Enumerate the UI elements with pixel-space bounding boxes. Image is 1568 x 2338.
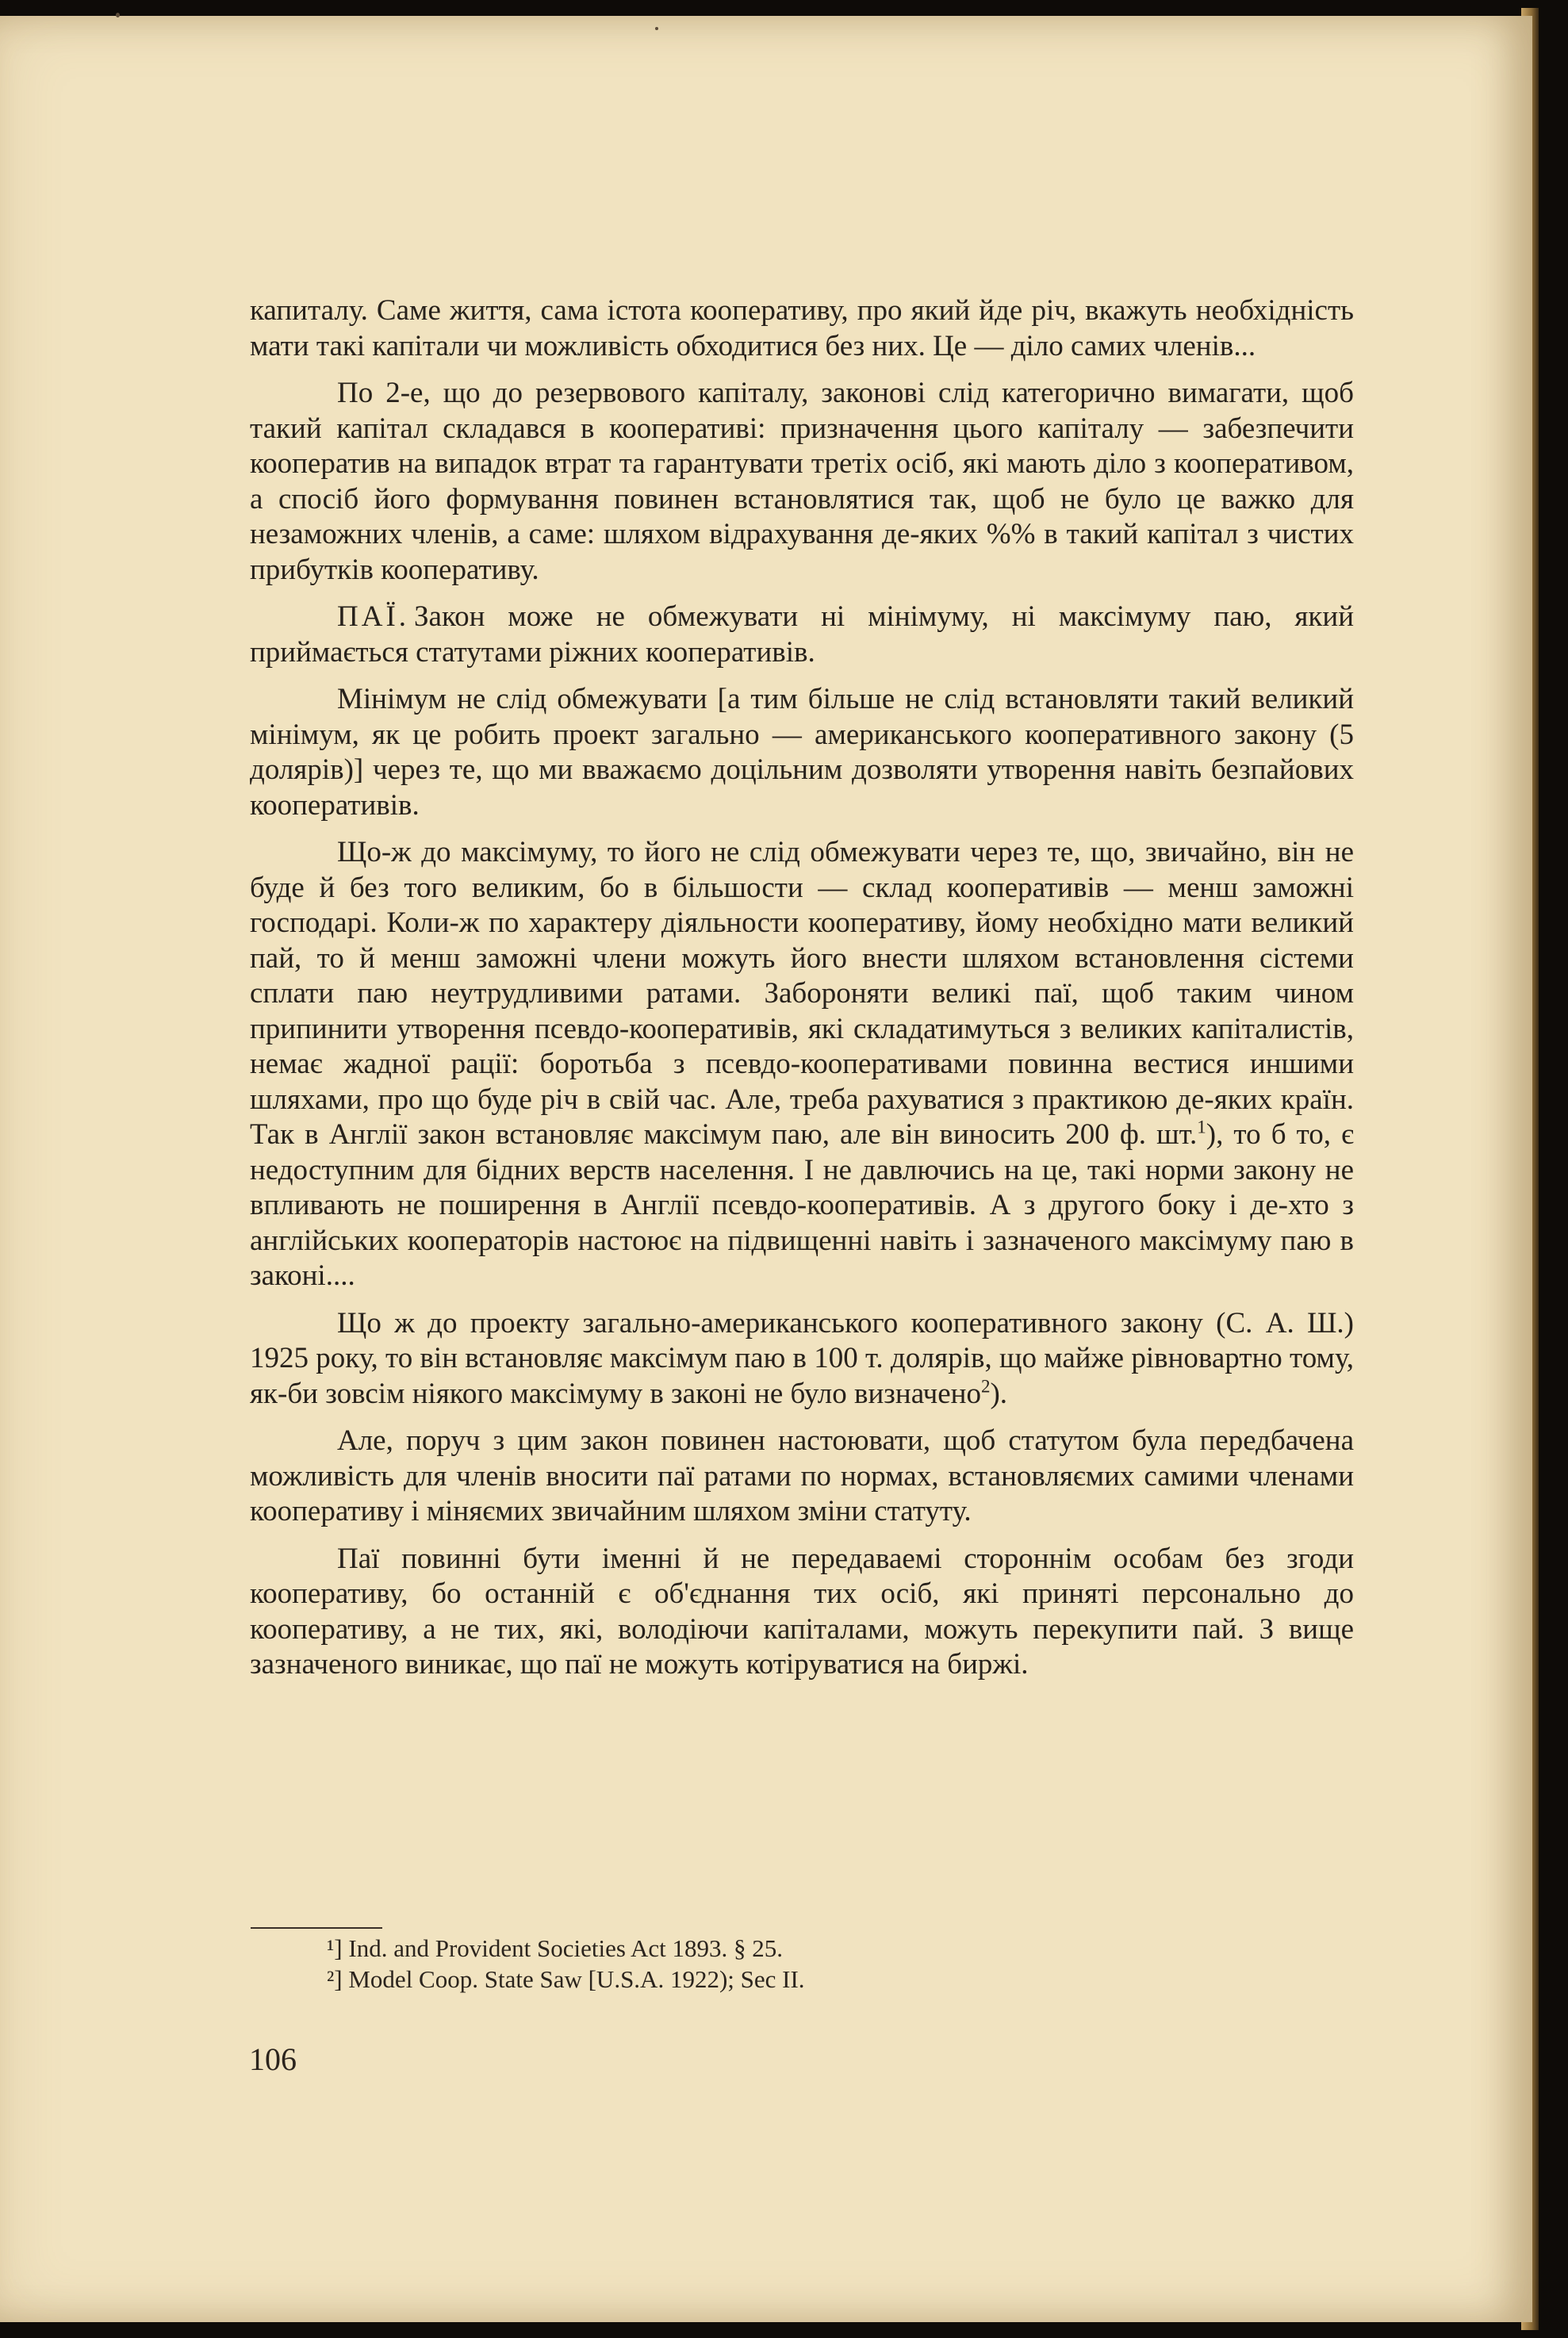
- footnote: ²] Model Coop. State Saw [U.S.A. 1922); Sec II.: [327, 1965, 805, 1993]
- paragraph: По 2-е, що до резервового капіталу, законові слід категорично вимагати, щоб такий капітал складався в кооперативі: призначення цього капіталу — забезпечити кооператив на випадок втрат та гарантувати третіх осіб, які мають діло з кооперативом, а спосіб його формування повинен встановлятися так, щоб не було це важко для незаможних членів, а саме: шляхом відрахування де-яких %% в такий капітал з чистих прибутків кооперативу.: [250, 377, 1354, 586]
- footnote-ref: 1: [1197, 1117, 1206, 1137]
- footnote: ¹] Ind. and Provident Societies Act 1893. § 25.: [327, 1934, 783, 1962]
- paper-speck: [655, 27, 658, 30]
- paragraph: Що ж до проекту загально-американського кооперативного закону (С. А. Ш.) 1925 року, то він встановляє максімум паю в 100 т. долярів, що майже рівновартно тому, як-би зовсім ніякого максімуму в законі не було визначено$^2$).: [250, 1306, 1354, 1410]
- paragraph: Що-ж до максімуму, то його не слід обмежувати через те, що, звичайно, він не буде й без того великим, бо в більшости — склад кооперативів — менш заможні господарі. Коли-ж по характеру діяльности кооперативу, йому необхідно мати великий пай, то й менш заможні члени можуть його внести шляхом встановлення сістеми сплати паю неутрудливими ратами. Забороняти великі паї, щоб таким чином припинити утворення псевдо-кооперативів, які складатимуться з великих капіталистів, немає жадної рації: боротьба з псевдо-кооперативами повинна вестися иншими шляхами, про що буде річ в свій час. Але, треба рахуватися з практикою де-яких країн. Так в Англії закон встановляє максімум паю, але він виносить 200 ф. шт.$^1$), то б то, є недоступним для бідних верств населення. І не давлючись на це, такі норми закону не впливають не поширення в Англії псевдо-кооперативів. А з другого боку і де-хто з англійських кооператорів настоює на підвищенні навіть і зазначеного максімуму паю в законі....: [250, 836, 1354, 1292]
- section-heading: ПАЇ.: [337, 600, 410, 633]
- page-number: 106: [249, 2041, 297, 2077]
- paragraph: Паї повинні бути іменні й не передаваемі стороннім особам без згоди кооперативу, бо останній є об'єднання тих осіб, які приняті персонально до кооперативу, а не тих, які, володіючи капіталами, можуть перекупити пай. З вище зазначеного виникає, що паї не можуть котіруватися на биржі.: [250, 1542, 1354, 1681]
- paragraph: Але, поруч з цим закон повинен настоювати, щоб статутом була передбачена можливість для членів вносити паї ратами по нормах, встановляємих самими членами кооперативу і міняємих звичайним шляхом зміни статуту.: [250, 1424, 1354, 1527]
- paragraph: ПАЇ. Закон може не обмежувати ні мінімуму, ні максімуму паю, який приймається статутами ріжних кооперативів.: [250, 600, 1354, 669]
- paragraph: капиталу. Саме життя, сама істота кооперативу, про який йде річ, вкажуть необхідність мати такі капітали чи можливість обходитися без них. Це — діло самих членів...: [250, 294, 1354, 362]
- footnotes: [327, 1933, 1279, 1995]
- paper-speck: [116, 13, 120, 17]
- footnote-divider: [251, 1927, 382, 1929]
- body-text: [250, 293, 1354, 1695]
- paragraph: Мінімум не слід обмежувати [а тим більше не слід встановляти такий великий мінімум, як це робить проект загально — американського кооперативного закону (5 долярів)] через те, що ми вважаємо доцільним дозволяти утворення навіть безпайових кооперативів.: [250, 683, 1354, 822]
- footnote-ref: 2: [980, 1376, 991, 1397]
